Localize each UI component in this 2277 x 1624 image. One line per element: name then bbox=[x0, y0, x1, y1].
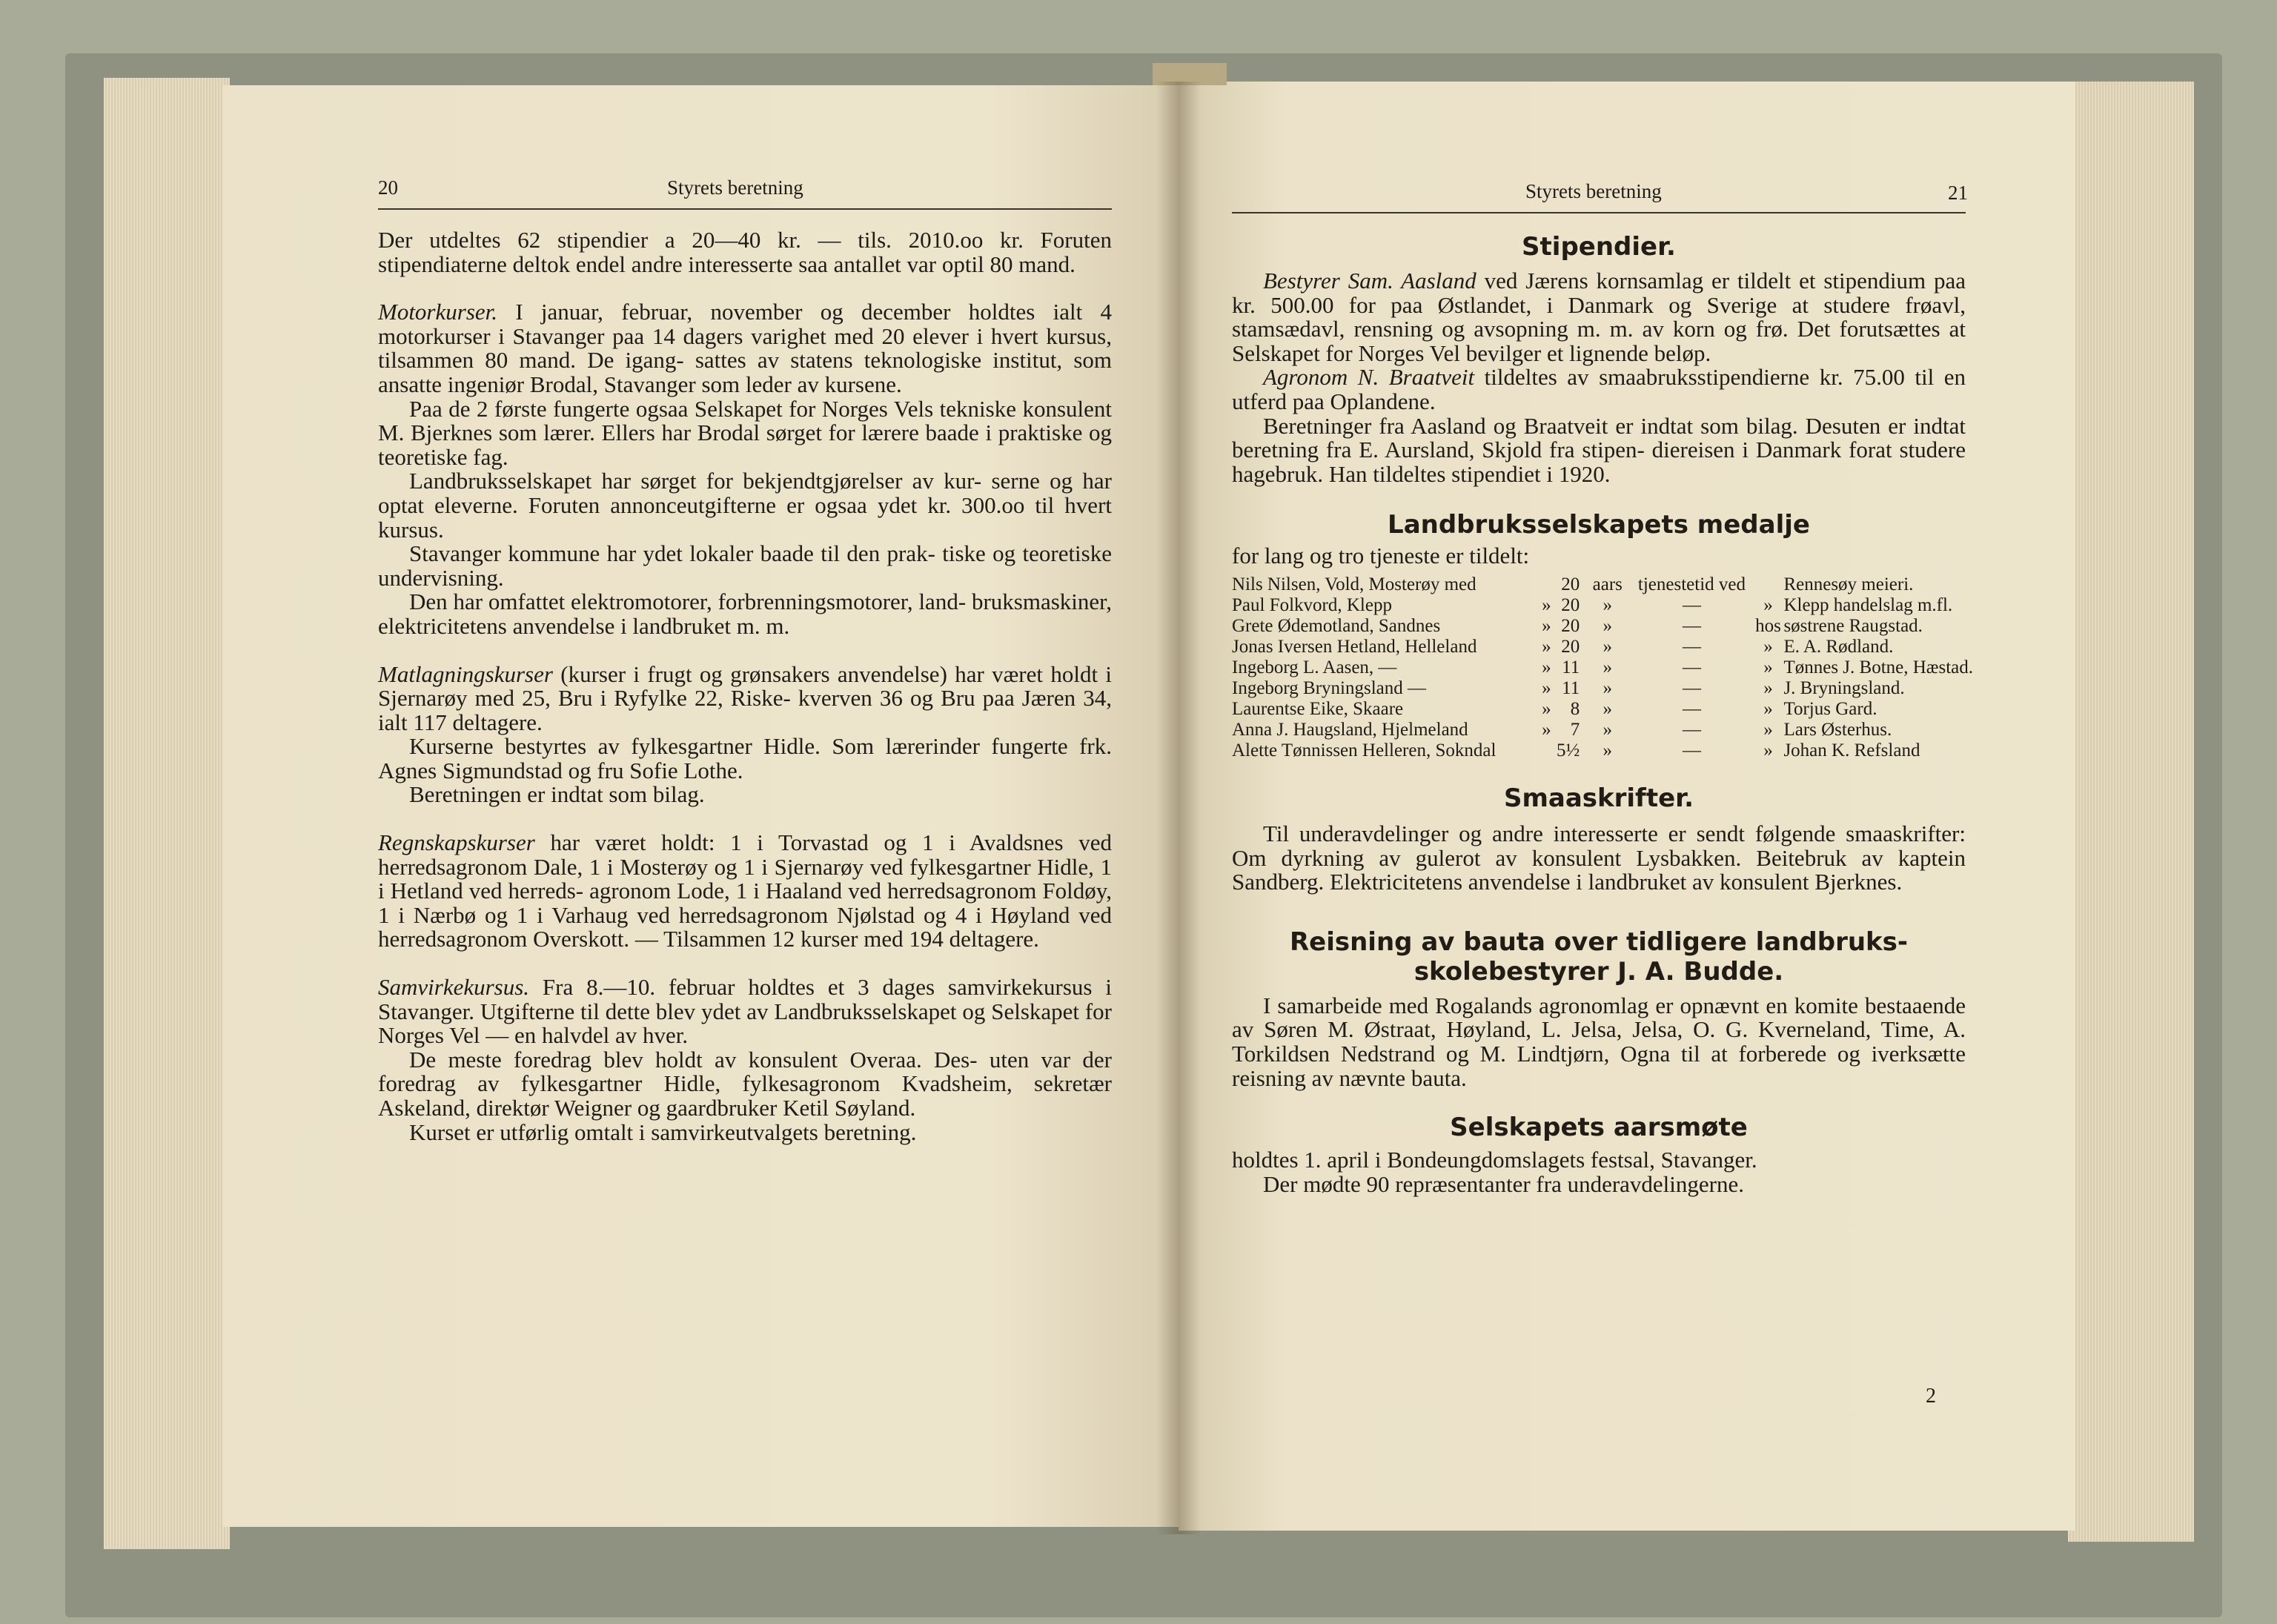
paragraph: Der utdeltes 62 stipendier a 20—40 kr. — tils. 2010.oo kr. Foruten stipendiaterne deltok endel andre interesserte saa antallet var optil 80 mand. bbox=[378, 227, 1112, 277]
medal-sep: — bbox=[1682, 719, 1701, 740]
paragraph: Beretninger fra Aasland og Braatveit er indtat som bilag. Desuten er indtat beretning fra E. Aursland, Skjold fra stipen- diereisen i Danmark forat studere hagebruk. Han tildeltes stipendiet i 1920. bbox=[1232, 412, 1966, 487]
medal-sep: — bbox=[1682, 677, 1701, 698]
paragraph: Kurserne bestyrtes av fylkesgartner Hidle. Som lærerinder fungerte frk. Agnes Sigmundstad og fru Sofie Lothe. bbox=[378, 733, 1112, 783]
paragraph: De meste foredrag blev holdt av konsulent Overaa. Des- uten var der foredrag av fylkesgartner Hidle, fylkesagronom Kvadsheim, sekretær Askeland, direktør Weigner og gaardbruker Ketil Søyland. bbox=[378, 1046, 1112, 1121]
page-edges-right bbox=[2068, 82, 2194, 1542]
medal-unit: » bbox=[1602, 719, 1613, 740]
medal-mark: » bbox=[1542, 719, 1551, 740]
medal-employer: Tønnes J. Botne, Hæstad. bbox=[1783, 657, 1973, 677]
medal-years: 8 bbox=[1570, 698, 1580, 719]
left-page-number: 20 bbox=[378, 176, 398, 199]
gutter-shadow bbox=[1156, 82, 1201, 1534]
aarsmote-line1: holdtes 1. april i Bondeungdomslagets festsal, Stavanger. bbox=[1232, 1147, 1757, 1173]
medal-name: Paul Folkvord, Klepp bbox=[1232, 594, 1392, 615]
sheet-signature: 2 bbox=[1926, 1385, 1936, 1408]
medal-name: Ingeborg Bryningsland — bbox=[1232, 677, 1427, 698]
medal-row bbox=[1232, 637, 1973, 657]
medal-mark: » bbox=[1542, 657, 1551, 677]
medal-sep: — bbox=[1682, 615, 1701, 636]
medal-employer: Johan K. Refsland bbox=[1783, 740, 1920, 760]
medal-name: Grete Ødemotland, Sandnes bbox=[1232, 615, 1441, 636]
medal-years: 7 bbox=[1570, 719, 1580, 740]
aarsmote-line2: Der mødte 90 repræsentanter fra underavdelingerne. bbox=[1263, 1170, 1745, 1197]
medal-unit: » bbox=[1602, 636, 1613, 657]
medal-unit: » bbox=[1602, 698, 1613, 719]
medal-pre: » bbox=[1763, 657, 1773, 677]
medal-pre: » bbox=[1763, 698, 1773, 719]
heading-aarsmote: Selskapets aarsmøte bbox=[1450, 1113, 1748, 1143]
medal-row bbox=[1232, 720, 1973, 740]
paragraph-motorkurser: Motorkurser. I januar, februar, november og december holdtes ialt 4 motorkurser i Stavanger paa 14 dagers varighet med 20 elever i hvert kursus, tilsammen 80 mand. De igang- sattes av statens teknologiske institut, som ansatte ingeniør Brodal, Stavanger som leder av kursene. bbox=[378, 299, 1112, 397]
medal-row bbox=[1232, 699, 1973, 720]
medal-unit: » bbox=[1602, 615, 1613, 636]
medal-name: Laurentse Eike, Skaare bbox=[1232, 698, 1404, 719]
left-text-column bbox=[378, 228, 1112, 1144]
left-running-head: Styrets beretning bbox=[667, 176, 803, 199]
medal-years: 20 bbox=[1561, 636, 1580, 657]
medal-mark: » bbox=[1542, 615, 1551, 636]
medal-sep: — bbox=[1682, 636, 1701, 657]
paragraph: Agronom N. Braatveit tildeltes av smaabruksstipendierne kr. 75.00 til en utferd paa Oplandene. bbox=[1232, 364, 1966, 414]
medal-employer: Rennesøy meieri. bbox=[1783, 574, 1914, 594]
medal-pre: » bbox=[1763, 677, 1773, 698]
medal-sep: — bbox=[1682, 740, 1701, 760]
medal-employer: Lars Østerhus. bbox=[1783, 719, 1892, 740]
medal-name: Ingeborg L. Aasen, — bbox=[1232, 657, 1397, 677]
medal-years: 11 bbox=[1562, 677, 1580, 698]
medal-pre: hos bbox=[1755, 615, 1781, 636]
paragraph-matlagningskurser: Matlagningskurser (kurser i frugt og grønsakers anvendelse) har været holdt i Sjernarøy med 25, Bru i Ryfylke 22, Riske- kverven 36 og Bru paa Jæren 34, ialt 117 deltagere. bbox=[378, 660, 1112, 735]
medal-row bbox=[1232, 657, 1973, 678]
right-header-rule bbox=[1232, 212, 1966, 213]
medal-mark bbox=[1538, 740, 1555, 761]
paragraph: Bestyrer Sam. Aasland ved Jærens kornsamlag er tildelt et stipendium paa kr. 500.00 for paa Østlandet, i Danmark og Sverige at studere frøavl, stamsædavl, rensning og avsopning m. m. av korn og frø. Det forutsættes at Selskapet for Norges Vel bevilger et lignende beløp. bbox=[1232, 268, 1966, 366]
medal-employer: søstrene Raugstad. bbox=[1783, 615, 1923, 636]
medal-unit: » bbox=[1602, 594, 1613, 615]
medal-sep: tjenestetid ved bbox=[1637, 574, 1746, 594]
medal-years: 11 bbox=[1562, 657, 1580, 677]
right-page-number: 21 bbox=[1948, 182, 1968, 204]
medal-pre: » bbox=[1763, 740, 1773, 760]
medal-table bbox=[1232, 574, 1973, 761]
heading-stipendier: Stipendier. bbox=[1522, 232, 1676, 262]
medal-pre: » bbox=[1763, 719, 1773, 740]
medal-unit: aars bbox=[1592, 574, 1623, 594]
medal-row bbox=[1232, 574, 1973, 595]
paragraph: Beretningen er indtat som bilag. bbox=[409, 781, 705, 808]
medal-mark: » bbox=[1542, 677, 1551, 698]
medal-mark: » bbox=[1542, 698, 1551, 719]
medal-employer: Torjus Gard. bbox=[1783, 698, 1877, 719]
left-header-rule bbox=[378, 208, 1112, 210]
medalje-intro: for lang og tro tjeneste er tildelt: bbox=[1232, 543, 1530, 569]
medal-employer: E. A. Rødland. bbox=[1783, 636, 1894, 657]
heading-smaaskrifter: Smaaskrifter. bbox=[1503, 783, 1694, 813]
medal-unit: » bbox=[1602, 677, 1613, 698]
medal-name: Jonas Iversen Hetland, Helleland bbox=[1232, 636, 1477, 657]
medal-row bbox=[1232, 616, 1973, 637]
paragraph-samvirkekursus: Samvirkekursus. Fra 8.—10. februar holdtes et 3 dages samvirkekursus i Stavanger. Utgifterne til dette blev ydet av Landbruksselskapet og Selskapet for Norges Vel — en halvdel av hver. bbox=[378, 974, 1112, 1049]
right-text-column bbox=[1232, 232, 1973, 1197]
paragraph: Landbruksselskapet har sørget for bekjendtgjørelser av kur- serne og har optat eleverne. Foruten annonceutgifterne er ogsaa ydet kr. 300.oo til hvert kursus. bbox=[378, 468, 1112, 543]
medal-row bbox=[1232, 595, 1973, 616]
medal-row bbox=[1232, 678, 1973, 699]
medal-years: 20 bbox=[1561, 594, 1580, 615]
paragraph: I samarbeide med Rogalands agronomlag er opnævnt en komite bestaaende av Søren M. Østraat, Høyland, L. Jelsa, Jelsa, O. G. Kverneland, Time, A. Torkildsen Nedstrand og M. Lindtjørn, Ogna til at forberede og iverksætte reisning av nævnte bauta. bbox=[1232, 992, 1966, 1091]
medal-pre bbox=[1753, 574, 1784, 595]
paragraph: Kurset er utførlig omtalt i samvirkeutvalgets beretning. bbox=[409, 1118, 917, 1145]
medal-unit: » bbox=[1602, 740, 1613, 760]
heading-bauta-line1: Reisning av bauta over tidligere landbruks- bbox=[1289, 927, 1909, 957]
medal-name: Nils Nilsen, Vold, Mosterøy med bbox=[1232, 574, 1476, 594]
paragraph-regnskapskurser: Regnskapskurser har været holdt: 1 i Torvastad og 1 i Avaldsnes ved herredsagronom Dale, 1 i Mosterøy og 1 i Sjernarøy ved fylkesgartner Hidle, 1 i Hetland ved herreds- agronom Lode, 1 i Haaland ved herredsagronom Foldøy, 1 i Nærbø og 1 i Varhaug ved herredsagronom Njølstad og 4 i Høyland ved herredsagronom Overskott. — Tilsammen 12 kurser med 194 deltagere. bbox=[378, 829, 1112, 952]
medal-mark bbox=[1538, 574, 1555, 595]
medal-sep: — bbox=[1682, 698, 1701, 719]
page-edges-left bbox=[104, 78, 230, 1549]
paragraph: Til underavdelinger og andre interesserte er sendt følgende smaaskrifter: Om dyrkning av gulerot av konsulent Lysbakken. Beitebruk av kaptein Sandberg. Elektricitetens anvendelse i landbruket av konsulent Bjerknes. bbox=[1232, 820, 1966, 895]
heading-bauta-line2: skolebestyrer J. A. Budde. bbox=[1413, 956, 1784, 987]
medal-mark: » bbox=[1542, 594, 1551, 615]
medal-employer: Klepp handelslag m.fl. bbox=[1783, 594, 1953, 615]
medal-years: 20 bbox=[1561, 615, 1580, 636]
medal-name: Alette Tønnissen Helleren, Sokndal bbox=[1232, 740, 1497, 760]
medal-years: 20 bbox=[1561, 574, 1580, 594]
medal-name: Anna J. Haugsland, Hjelmeland bbox=[1232, 719, 1468, 740]
paragraph: Stavanger kommune har ydet lokaler baade til den prak- tiske og teoretiske undervisning. bbox=[378, 540, 1112, 591]
medal-pre: » bbox=[1763, 636, 1773, 657]
medal-mark: » bbox=[1542, 636, 1551, 657]
paragraph: Den har omfattet elektromotorer, forbrenningsmotorer, land- bruksmaskiner, elektricitetens anvendelse i landbruket m. m. bbox=[378, 589, 1112, 639]
medal-employer: J. Bryningsland. bbox=[1783, 677, 1905, 698]
medal-sep: — bbox=[1682, 594, 1701, 615]
medal-unit: » bbox=[1602, 657, 1613, 677]
medal-years: 5½ bbox=[1556, 740, 1580, 760]
medal-sep: — bbox=[1682, 657, 1701, 677]
paragraph: Paa de 2 første fungerte ogsaa Selskapet for Norges Vels tekniske konsulent M. Bjerknes som lærer. Ellers har Brodal sørget for lærere baade i praktiske og teoretiske fag. bbox=[378, 395, 1112, 470]
heading-medalje: Landbruksselskapets medalje bbox=[1388, 510, 1810, 540]
medal-row bbox=[1232, 740, 1973, 761]
medal-pre: » bbox=[1763, 594, 1773, 615]
right-running-head: Styrets beretning bbox=[1525, 180, 1662, 202]
